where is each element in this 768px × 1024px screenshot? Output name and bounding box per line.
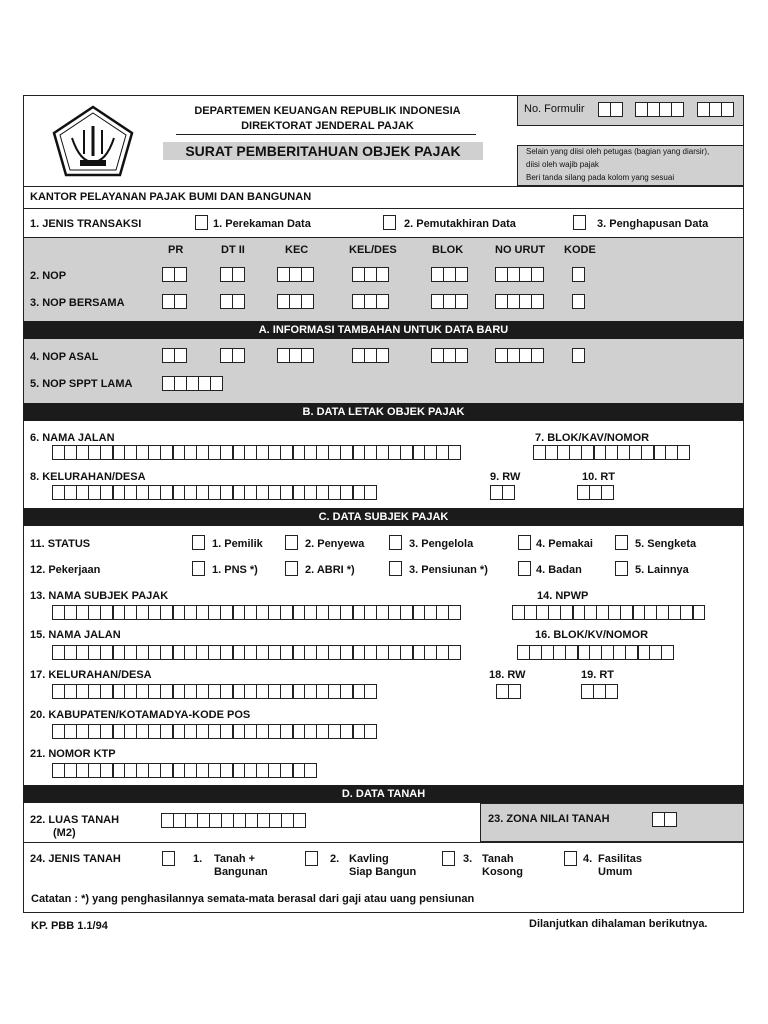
nop-input-segment[interactable]: [432, 267, 468, 282]
land-type-3-checkbox[interactable]: [442, 851, 455, 866]
directorate-name: DIREKTORAT JENDERAL PAJAK: [241, 120, 414, 132]
nop-asal-input-segment[interactable]: [221, 348, 245, 363]
blok-kv-label: 16. BLOK/KV/NOMOR: [535, 629, 649, 641]
land-type-2-label-line1: Kavling: [349, 853, 389, 865]
office-label: KANTOR PELAYANAN PAJAK BUMI DAN BANGUNAN: [30, 191, 312, 203]
nop-asal-input-segment[interactable]: [496, 348, 544, 363]
status-option-3-label: 3. Pengelola: [409, 538, 474, 550]
land-type-3-label-line2: Kosong: [482, 866, 523, 878]
nop-bersama-input-segment[interactable]: [573, 294, 585, 309]
nop-sppt-lama-label: 5. NOP SPPT LAMA: [30, 378, 133, 390]
job-option-3-label: 3. Pensiunan *): [409, 564, 488, 576]
land-type-4-number: 4.: [583, 853, 593, 865]
job-option-2-label: 2. ABRI *): [305, 564, 355, 576]
nop-asal-input-segment[interactable]: [573, 348, 585, 363]
ktp-label: 21. NOMOR KTP: [30, 748, 116, 760]
land-type-4-label-line1: Fasilitas: [598, 853, 643, 865]
nop-input-segment[interactable]: [496, 267, 544, 282]
land-type-1-label-line2: Bangunan: [214, 866, 268, 878]
nama-jalan-input[interactable]: [53, 445, 461, 460]
status-option-4-checkbox[interactable]: [518, 535, 531, 550]
job-option-2-checkbox[interactable]: [285, 561, 298, 576]
nop-bersama-input-segment[interactable]: [163, 294, 187, 309]
blok-kav-input[interactable]: [534, 445, 690, 460]
transaction-option-2-checkbox[interactable]: [383, 215, 396, 230]
transaction-option-2-label: 2. Pemutakhiran Data: [404, 218, 516, 230]
job-option-1-checkbox[interactable]: [192, 561, 205, 576]
nop-bersama-input-segment[interactable]: [432, 294, 468, 309]
form-number-part-2[interactable]: [636, 102, 684, 117]
section-b-header: B. DATA LETAK OBJEK PAJAK: [23, 403, 744, 421]
land-type-2-label-line2: Siap Bangun: [349, 866, 417, 878]
garuda-emblem-icon: [50, 104, 136, 178]
section-d-header: D. DATA TANAH: [23, 785, 744, 803]
land-type-3-number: 3.: [463, 853, 473, 865]
section-a-header: A. INFORMASI TAMBAHAN UNTUK DATA BARU: [23, 321, 744, 339]
divider: [23, 186, 744, 187]
nop-column-kode: KODE: [564, 244, 596, 256]
blok-kav-label: 7. BLOK/KAV/NOMOR: [535, 432, 650, 444]
instruction-2: diisi oleh wajib pajak: [526, 160, 599, 169]
job-option-4-label: 4. Badan: [536, 564, 582, 576]
blok-kv-input[interactable]: [518, 645, 674, 660]
form-number-label: No. Formulir: [524, 103, 585, 115]
luas-tanah-label: 22. LUAS TANAH: [30, 814, 120, 826]
ktp-input[interactable]: [53, 763, 317, 778]
nop-bersama-input-segment[interactable]: [353, 294, 389, 309]
job-option-4-checkbox[interactable]: [518, 561, 531, 576]
npwp-input[interactable]: [513, 605, 705, 620]
rw-label: 9. RW: [490, 471, 521, 483]
nop-asal-label: 4. NOP ASAL: [30, 351, 99, 363]
land-type-2-checkbox[interactable]: [305, 851, 318, 866]
continued-note: Dilanjutkan dihalaman berikutnya.: [529, 918, 708, 930]
npwp-label: 14. NPWP: [537, 590, 589, 602]
job-option-1-label: 1. PNS *): [212, 564, 258, 576]
nop-column-pr: PR: [168, 244, 184, 256]
nop-input-segment[interactable]: [573, 267, 585, 282]
kelurahan-2-label: 17. KELURAHAN/DESA: [30, 669, 152, 681]
divider: [23, 208, 744, 209]
nama-jalan-2-input[interactable]: [53, 645, 461, 660]
job-option-3-checkbox[interactable]: [389, 561, 402, 576]
instruction-3: Beri tanda silang pada kolom yang sesuai: [526, 173, 675, 182]
rw-2-label: 18. RW: [489, 669, 526, 681]
kabupaten-input[interactable]: [53, 724, 377, 739]
job-option-5-checkbox[interactable]: [615, 561, 628, 576]
land-type-2-number: 2.: [330, 853, 340, 865]
rt-2-input[interactable]: [582, 684, 618, 699]
transaction-type-label: 1. JENIS TRANSAKSI: [30, 218, 142, 230]
nop-input-segment[interactable]: [163, 267, 187, 282]
nop-asal-input-segment[interactable]: [163, 348, 187, 363]
kelurahan-label: 8. KELURAHAN/DESA: [30, 471, 146, 483]
land-type-1-label-line1: Tanah +: [214, 853, 256, 865]
nop-asal-input-segment[interactable]: [278, 348, 314, 363]
nop-label: 2. NOP: [30, 270, 67, 282]
nop-input-segment[interactable]: [278, 267, 314, 282]
nop-column-blok: BLOK: [432, 244, 464, 256]
transaction-option-3-checkbox[interactable]: [573, 215, 586, 230]
nop-bersama-input-segment[interactable]: [496, 294, 544, 309]
form-code: KP. PBB 1.1/94: [31, 920, 108, 932]
status-option-2-checkbox[interactable]: [285, 535, 298, 550]
status-label: 11. STATUS: [30, 538, 91, 550]
transaction-option-1-checkbox[interactable]: [195, 215, 208, 230]
nama-subjek-input[interactable]: [53, 605, 461, 620]
kabupaten-label: 20. KABUPATEN/KOTAMADYA-KODE POS: [30, 709, 251, 721]
nama-subjek-label: 13. NAMA SUBJEK PAJAK: [30, 590, 169, 602]
land-type-4-label-line2: Umum: [598, 866, 633, 878]
nop-column-no-urut: NO URUT: [495, 244, 546, 256]
rt-2-label: 19. RT: [581, 669, 615, 681]
status-option-5-checkbox[interactable]: [615, 535, 628, 550]
zona-nilai-input[interactable]: [653, 812, 677, 827]
rt-input[interactable]: [578, 485, 614, 500]
luas-tanah-input[interactable]: [162, 813, 306, 828]
nop-asal-input-segment[interactable]: [353, 348, 389, 363]
divider: [23, 237, 744, 238]
nop-column-dt2: DT II: [221, 244, 245, 256]
section-c-header: C. DATA SUBJEK PAJAK: [23, 508, 744, 526]
nop-bersama-input-segment[interactable]: [278, 294, 314, 309]
nop-asal-input-segment[interactable]: [432, 348, 468, 363]
status-option-1-label: 1. Pemilik: [212, 538, 263, 550]
rt-label: 10. RT: [582, 471, 616, 483]
form-number-part-3[interactable]: [698, 102, 734, 117]
note-text: Catatan : *) yang penghasilannya semata-mata berasal dari gaji atau uang pensiunan: [31, 893, 475, 905]
kelurahan-2-input[interactable]: [53, 684, 377, 699]
nop-bersama-input-segment[interactable]: [221, 294, 245, 309]
nop-column-kec: KEC: [285, 244, 309, 256]
divider: [23, 842, 744, 843]
rw-2-input[interactable]: [497, 684, 521, 699]
nop-input-segment[interactable]: [353, 267, 389, 282]
nop-input-segment[interactable]: [221, 267, 245, 282]
land-type-3-label-line1: Tanah: [482, 853, 514, 865]
nama-jalan-2-label: 15. NAMA JALAN: [30, 629, 121, 641]
land-type-4-checkbox[interactable]: [564, 851, 577, 866]
kelurahan-input[interactable]: [53, 485, 377, 500]
status-option-3-checkbox[interactable]: [389, 535, 402, 550]
rw-input[interactable]: [491, 485, 515, 500]
status-option-1-checkbox[interactable]: [192, 535, 205, 550]
zona-nilai-label: 23. ZONA NILAI TANAH: [488, 813, 610, 825]
land-type-1-checkbox[interactable]: [162, 851, 175, 866]
status-option-4-label: 4. Pemakai: [536, 538, 593, 550]
nama-jalan-label: 6. NAMA JALAN: [30, 432, 115, 444]
transaction-option-3-label: 3. Penghapusan Data: [597, 218, 709, 230]
jenis-tanah-label: 24. JENIS TANAH: [30, 853, 121, 865]
pekerjaan-label: 12. Pekerjaan: [30, 564, 101, 576]
form-number-part-1[interactable]: [599, 102, 623, 117]
header-divider: [176, 134, 476, 135]
luas-tanah-unit: (M2): [53, 827, 76, 839]
ministry-name: DEPARTEMEN KEUANGAN REPUBLIK INDONESIA: [194, 105, 461, 117]
land-type-1-number: 1.: [193, 853, 203, 865]
nop-sppt-lama-input[interactable]: [163, 376, 223, 391]
instruction-1: Selain yang diisi oleh petugas (bagian yang diarsir),: [526, 147, 710, 156]
transaction-option-1-label: 1. Perekaman Data: [213, 218, 311, 230]
nop-bersama-label: 3. NOP BERSAMA: [30, 297, 125, 309]
status-option-5-label: 5. Sengketa: [635, 538, 697, 550]
page-title: SURAT PEMBERITAHUAN OBJEK PAJAK: [163, 142, 483, 160]
status-option-2-label: 2. Penyewa: [305, 538, 365, 550]
job-option-5-label: 5. Lainnya: [635, 564, 689, 576]
nop-column-keldes: KEL/DES: [349, 244, 397, 256]
